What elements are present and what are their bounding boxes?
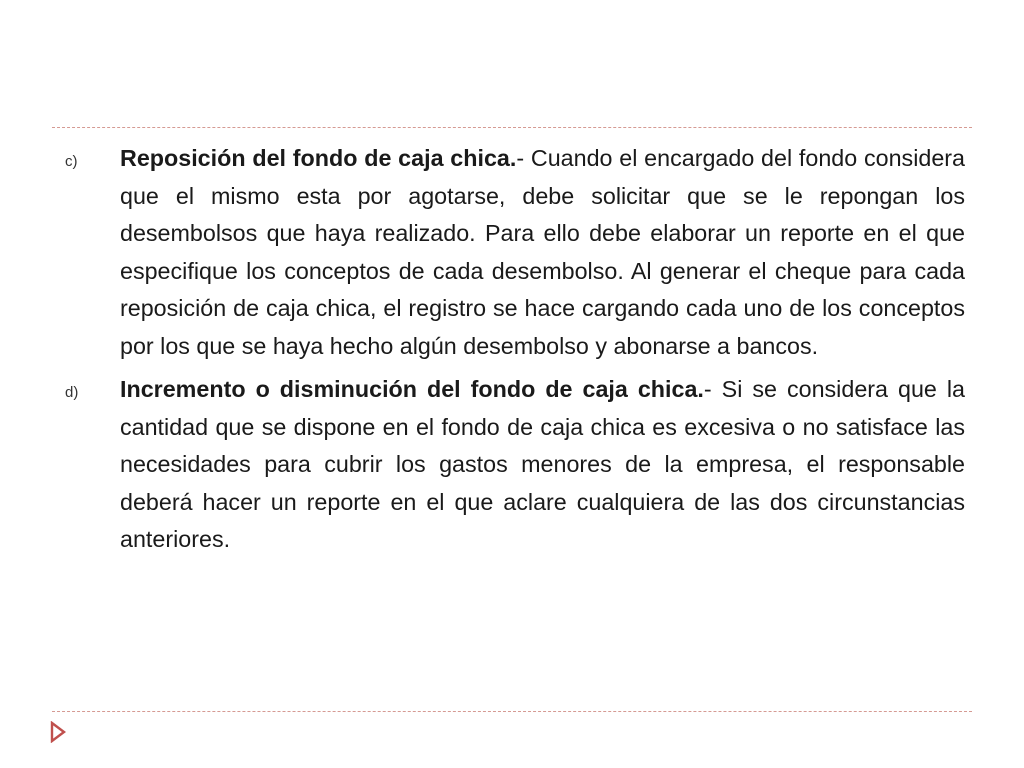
slide-content [60, 140, 965, 565]
top-divider [52, 127, 972, 128]
list-item-d [60, 371, 965, 559]
list-marker: d) [65, 384, 79, 401]
list-item-text [120, 371, 965, 559]
list-marker: c) [65, 153, 78, 170]
list-item-body: - Si se considera que la cantidad que se dispone en el fondo de caja chica es excesiva o no satisface las necesidades para cubrir los gastos menores de la empresa, el responsable deberá hacer un reporte en el que aclare cualquiera de las dos circunstancias anteriores. [120, 376, 965, 552]
bottom-divider [52, 711, 972, 712]
list-item-text [120, 140, 965, 365]
list-item-term: Reposición del fondo de caja chica. [120, 145, 517, 171]
list-item-c [60, 140, 965, 365]
list-item-body: - Cuando el encargado del fondo considera que el mismo esta por agotarse, debe solicitar que se le repongan los desembolsos que haya realizado. Para ello debe elaborar un reporte en el que especifique los conceptos de cada desembolso. Al generar el cheque para cada reposición de caja chica, el registro se hace cargando cada uno de los conceptos por los que se haya hecho algún desembolso y abonarse a bancos. [120, 145, 966, 359]
play-triangle-icon[interactable] [50, 721, 66, 743]
list-item-term: Incremento o disminución del fondo de caja chica. [120, 376, 704, 402]
